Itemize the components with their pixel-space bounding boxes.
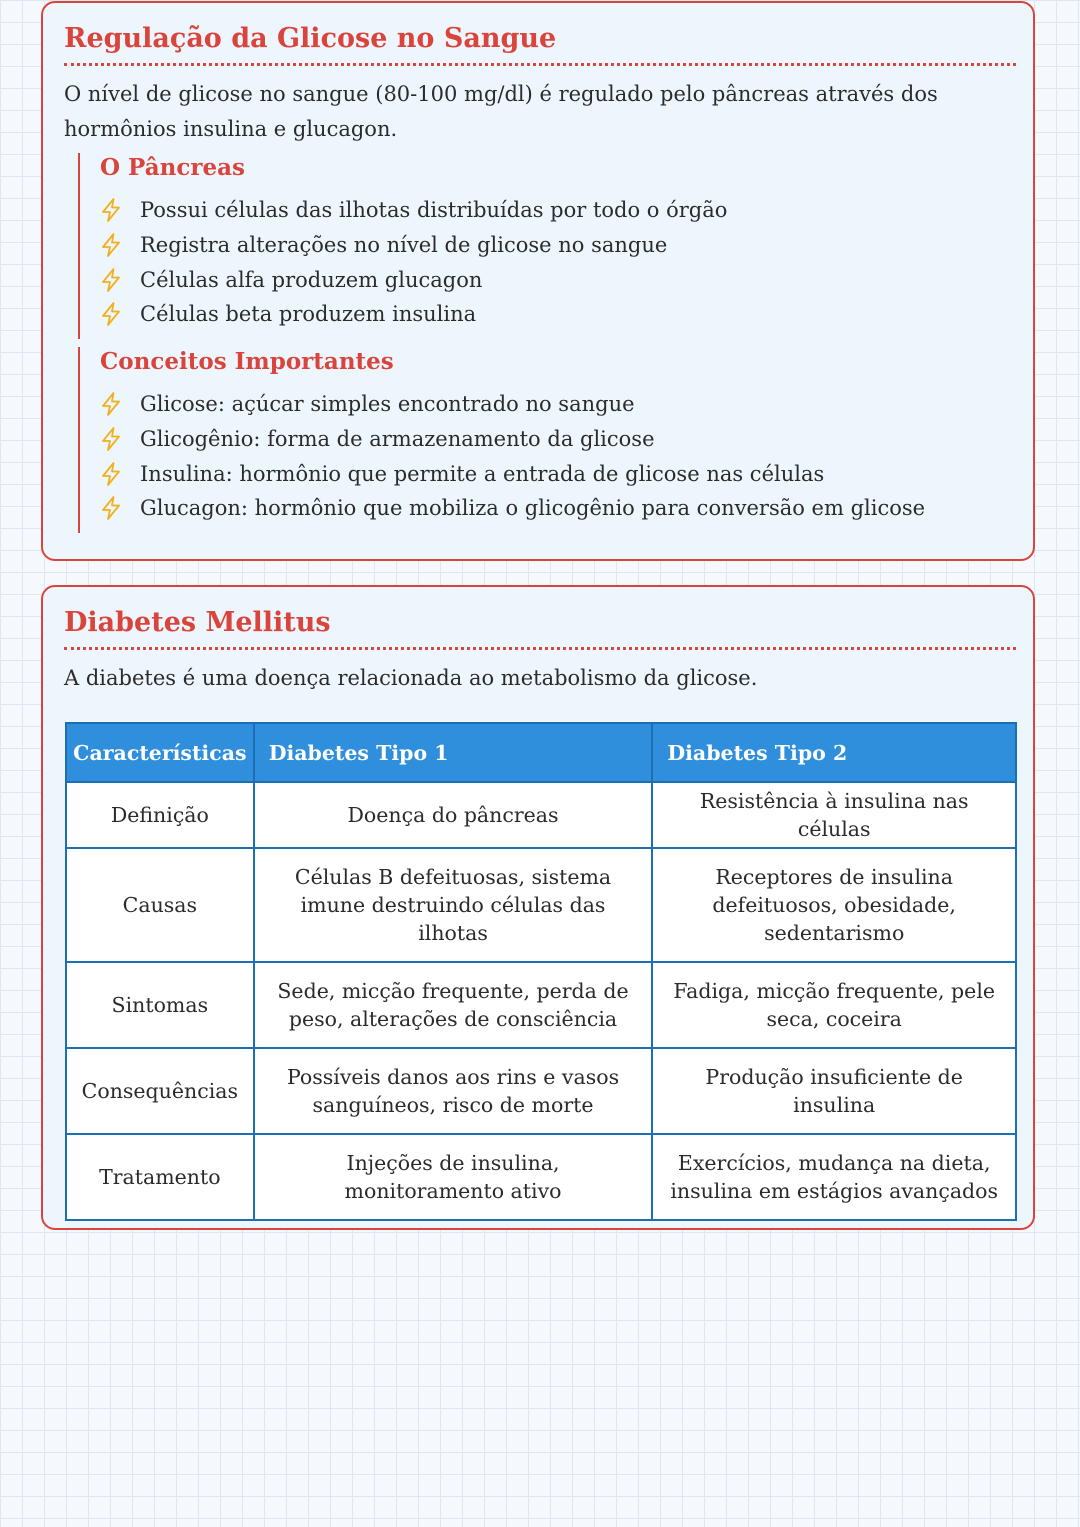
list-item	[100, 193, 1000, 228]
row-label: Tratamento	[66, 1134, 254, 1220]
row-label: Consequências	[66, 1048, 254, 1134]
list-item-text: Possui células das ilhotas distribuídas por todo o órgão	[140, 198, 728, 223]
type-1-cell: Injeções de insulina, monitoramento ativo	[254, 1134, 653, 1220]
table-header-row	[66, 723, 1016, 782]
table-row	[66, 962, 1016, 1048]
list-item-text: Insulina: hormônio que permite a entrada de glicose nas células	[140, 461, 825, 486]
table-row	[66, 1134, 1016, 1220]
section-intro: O nível de glicose no sangue (80-100 mg/dl) é regulado pelo pâncreas através dos hormônios insulina e glucagon.	[64, 82, 938, 141]
list-item-text: Glucagon: hormônio que mobiliza o glicogênio para conversão em glicose	[140, 496, 926, 521]
header-type-2: Diabetes Tipo 2	[652, 723, 1016, 782]
list-item	[100, 491, 1000, 526]
lightning-bolt-icon	[100, 233, 140, 257]
section-intro: A diabetes é uma doença relacionada ao metabolismo da glicose.	[64, 666, 758, 690]
list-item	[100, 228, 1000, 263]
lightning-bolt-icon	[100, 392, 140, 416]
list-item	[100, 422, 1000, 457]
pancreas-list	[100, 193, 1000, 332]
type-2-cell: Exercícios, mudança na dieta, insulina em estágios avançados	[652, 1134, 1016, 1220]
list-item	[100, 297, 1000, 332]
subsection-title: Conceitos Importantes	[100, 348, 394, 375]
header-characteristics: Características	[66, 723, 254, 782]
type-2-cell: Fadiga, micção frequente, pele seca, coceira	[652, 962, 1016, 1048]
lightning-bolt-icon	[100, 496, 140, 520]
list-item	[100, 387, 1000, 422]
type-1-cell: Doença do pâncreas	[254, 782, 653, 848]
table-row	[66, 782, 1016, 848]
row-label: Causas	[66, 848, 254, 962]
section-title: Diabetes Mellitus	[64, 607, 331, 638]
diabetes-mellitus-card	[41, 585, 1035, 1230]
list-item	[100, 456, 1000, 491]
list-item-text: Glicose: açúcar simples encontrado no sangue	[140, 392, 635, 417]
list-item	[100, 262, 1000, 297]
type-2-cell: Produção insuficiente de insulina	[652, 1048, 1016, 1134]
concepts-subsection	[78, 347, 1000, 533]
title-divider	[64, 63, 1016, 66]
list-item-text: Registra alterações no nível de glicose no sangue	[140, 233, 668, 258]
table-row	[66, 848, 1016, 962]
title-divider	[64, 647, 1016, 650]
type-1-cell: Sede, micção frequente, perda de peso, alterações de consciência	[254, 962, 653, 1048]
lightning-bolt-icon	[100, 427, 140, 451]
type-2-cell: Receptores de insulina defeituosos, obesidade, sedentarismo	[652, 848, 1016, 962]
section-title: Regulação da Glicose no Sangue	[64, 23, 557, 54]
lightning-bolt-icon	[100, 268, 140, 292]
header-type-1: Diabetes Tipo 1	[254, 723, 653, 782]
list-item-text: Glicogênio: forma de armazenamento da glicose	[140, 427, 655, 452]
lightning-bolt-icon	[100, 462, 140, 486]
list-item-text: Células alfa produzem glucagon	[140, 267, 483, 292]
diabetes-comparison-table	[65, 722, 1017, 1221]
concepts-list	[100, 387, 1000, 526]
type-1-cell: Células B defeituosas, sistema imune destruindo células das ilhotas	[254, 848, 653, 962]
pancreas-subsection	[78, 153, 1000, 339]
list-item-text: Células beta produzem insulina	[140, 302, 477, 327]
type-1-cell: Possíveis danos aos rins e vasos sanguíneos, risco de morte	[254, 1048, 653, 1134]
lightning-bolt-icon	[100, 302, 140, 326]
row-label: Definição	[66, 782, 254, 848]
subsection-title: O Pâncreas	[100, 154, 245, 181]
row-label: Sintomas	[66, 962, 254, 1048]
lightning-bolt-icon	[100, 198, 140, 222]
type-2-cell: Resistência à insulina nas células	[652, 782, 1016, 848]
table-row	[66, 1048, 1016, 1134]
glucose-regulation-card	[41, 1, 1035, 561]
